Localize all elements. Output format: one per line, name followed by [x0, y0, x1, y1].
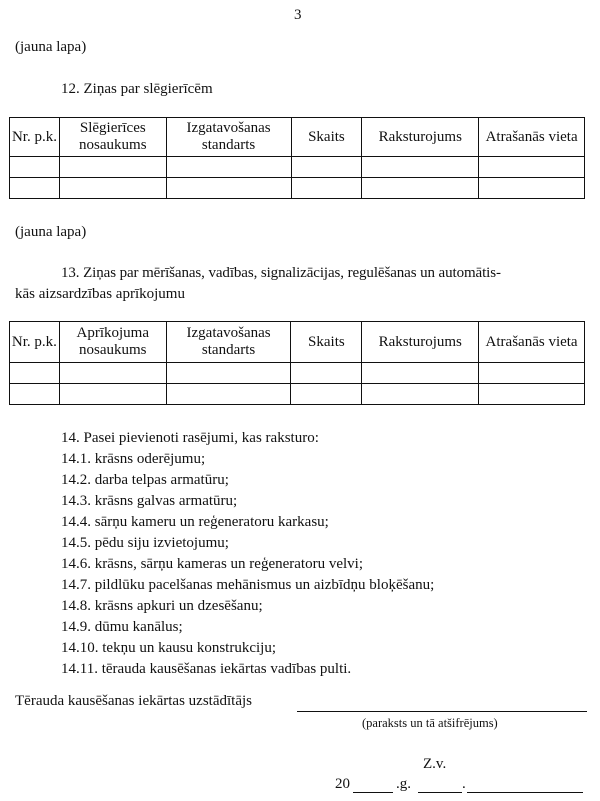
col-header-standard: Izgatavošanas standarts [166, 118, 291, 157]
col-header-standard: Izgatavošanas standarts [166, 322, 291, 363]
col-header-count: Skaits [291, 118, 362, 157]
col-header-count: Skaits [291, 322, 362, 363]
page-number: 3 [294, 7, 302, 23]
table-row [10, 363, 585, 384]
list-item: 14.6. krāsns, sārņu kameras un reģeneratoru velvi; [61, 556, 363, 572]
table-row [10, 157, 585, 178]
new-page-note: (jauna lapa) [15, 224, 87, 240]
list-item: 14.11. tērauda kausēšanas iekārtas vadības pulti. [61, 661, 352, 677]
list-item: 14.3. krāsns galvas armatūru; [61, 493, 238, 509]
list-item: 14.10. tekņu un kausu konstrukciju; [61, 640, 276, 656]
list-item: 14.1. krāsns oderējumu; [61, 451, 206, 467]
section-13-title-line1: 13. Ziņas par mērīšanas, vadības, signalizācijas, regulēšanas un automātis- [61, 265, 501, 281]
col-header-characteristics: Raksturojums [362, 322, 479, 363]
seal-place: Z.v. [423, 756, 447, 772]
list-item: 14.7. pildlūku pacelšanas mehānismus un aizbīdņu bloķēšanu; [61, 577, 435, 593]
table-header-row [10, 322, 585, 363]
list-item: 14.9. dūmu kanālus; [61, 619, 183, 635]
list-item: 14.8. krāsns apkuri un dzesēšanu; [61, 598, 263, 614]
date-year-line [353, 792, 393, 793]
col-header-nr: Nr. p.k. [10, 322, 60, 363]
table-measurement-equipment [9, 321, 585, 405]
table-row [10, 384, 585, 405]
col-header-nr: Nr. p.k. [10, 118, 60, 157]
section-13-title-line2: kās aizsardzības aprīkojumu [15, 286, 185, 302]
section-12-title: 12. Ziņas par slēgierīcēm [61, 81, 213, 97]
new-page-note: (jauna lapa) [15, 39, 87, 55]
date-day-line [418, 792, 462, 793]
list-item: 14.2. darba telpas armatūru; [61, 472, 229, 488]
table-header-row [10, 118, 585, 157]
table-closing-devices [9, 117, 585, 199]
col-header-name: Slēgierīces nosaukums [59, 118, 166, 157]
list-item: 14.5. pēdu siju izvietojumu; [61, 535, 229, 551]
signature-caption: (paraksts un tā atšifrējums) [362, 716, 498, 730]
date-month-line [467, 792, 583, 793]
signature-label: Tērauda kausēšanas iekārtas uzstādītājs [15, 693, 252, 709]
date-year-suffix: .g. [396, 776, 411, 792]
table-row [10, 178, 585, 199]
list-item: 14.4. sārņu kameru un reģeneratoru karkasu; [61, 514, 329, 530]
col-header-characteristics: Raksturojums [362, 118, 479, 157]
date-separator: . [462, 776, 466, 792]
signature-line [297, 711, 587, 712]
col-header-name: Aprīkojuma nosaukums [59, 322, 166, 363]
section-14-title: 14. Pasei pievienoti rasējumi, kas raksturo: [61, 430, 319, 446]
date-year-prefix: 20 [335, 776, 350, 792]
col-header-location: Atrašanās vieta [479, 322, 585, 363]
col-header-location: Atrašanās vieta [479, 118, 585, 157]
